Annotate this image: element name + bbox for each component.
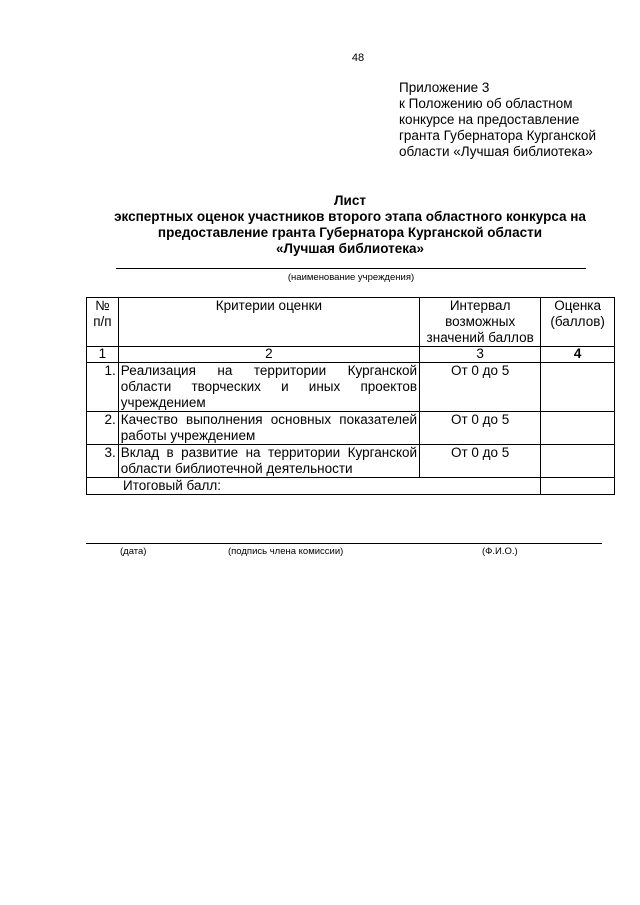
row-criteria: Качество выполнения основных показателей работы учреждением [118,412,419,445]
header-interval: Интервал возможных значений баллов [420,298,541,347]
appendix-line: к Положению об областном [399,96,573,111]
row-number: 3. [87,445,119,478]
total-row [87,478,615,495]
appendix-line: гранта Губернатора Курганской [399,128,596,143]
row-number: 1. [87,363,119,412]
signature-caption: (подпись члена комиссии) [228,546,344,557]
date-caption: (дата) [120,546,147,557]
column-number: 2 [118,347,419,363]
row-score-cell[interactable] [541,445,615,478]
column-number: 4 [541,347,615,363]
signature-line [86,543,602,544]
page-number: 48 [351,52,365,64]
table-row [87,412,615,445]
row-number: 2. [87,412,119,445]
institution-name-line [116,268,586,269]
total-score-cell[interactable] [541,478,615,495]
criteria-table [86,297,615,495]
row-criteria: Реализация на территории Курганской области творческих и иных проектов учреждением [118,363,419,412]
institution-caption: (наименование учреждения) [287,272,415,283]
row-score-cell[interactable] [541,363,615,412]
row-criteria: Вклад в развитие на территории Курганской области библиотечной деятельности [118,445,419,478]
table-row [87,363,615,412]
appendix-line: конкурсе на предоставление [399,112,580,127]
title-line: предоставление гранта Губернатора Курганской области [157,225,543,240]
header-criteria: Критерии оценки [118,298,419,347]
total-label: Итоговый балл: [87,478,541,495]
header-num: № п/п [87,298,119,347]
column-number: 3 [420,347,541,363]
appendix-line: области «Лучшая библиотека» [399,144,593,159]
row-interval: От 0 до 5 [420,445,541,478]
full-name-caption: (Ф.И.О.) [482,546,518,557]
column-number: 1 [87,347,119,363]
title-line: экспертных оценок участников второго этапа областного конкурса на [114,209,586,224]
table-row [87,445,615,478]
document-title [80,193,620,257]
row-score-cell[interactable] [541,412,615,445]
title-line: «Лучшая библиотека» [275,241,425,256]
row-interval: От 0 до 5 [420,363,541,412]
appendix-block [399,80,596,160]
title-line: Лист [334,193,366,208]
row-interval: От 0 до 5 [420,412,541,445]
table-header-row [87,298,615,347]
appendix-line: Приложение 3 [399,80,490,95]
header-score: Оценка (баллов) [541,298,615,347]
column-number-row [87,347,615,363]
